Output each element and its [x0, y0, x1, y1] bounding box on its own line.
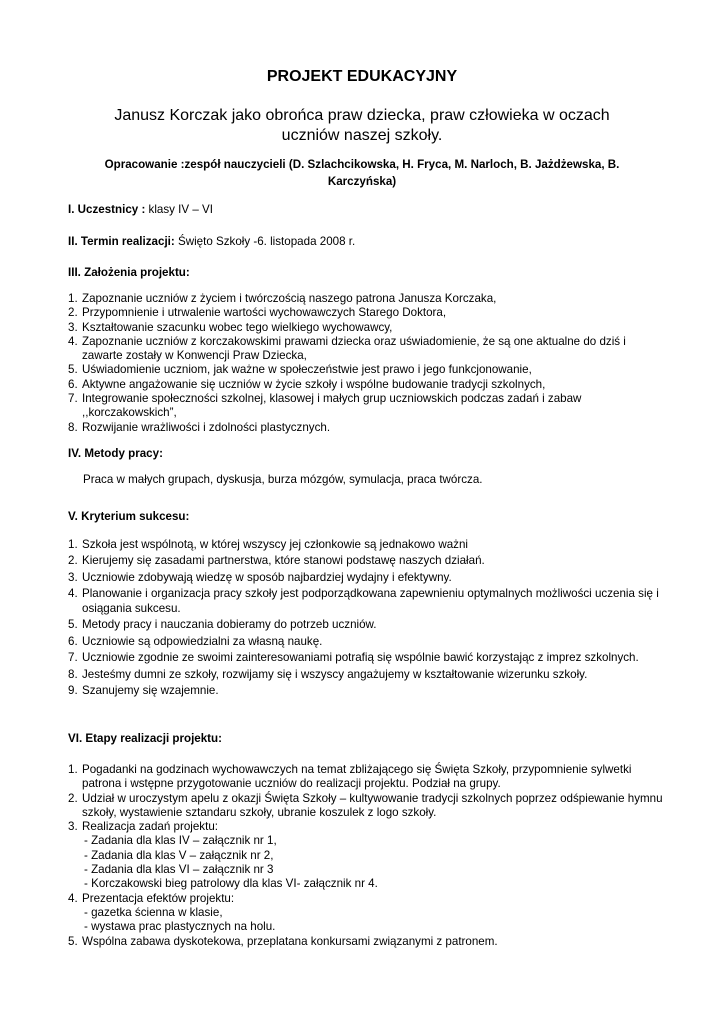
list-item-text: Jesteśmy dumni ze szkoły, rozwijamy się i wszyscy angażujemy w kształtowanie wizerunku szkoły. [82, 667, 588, 681]
section-participants [68, 202, 213, 217]
list-item-number: 5. [68, 934, 78, 948]
list-subitem: - Korczakowski bieg patrolowy dla klas VI- załącznik nr 4. [84, 877, 378, 891]
list-item-number: 8. [68, 420, 78, 434]
list-item-number: 2. [68, 554, 78, 568]
list-item-number: 3. [68, 570, 78, 584]
list-item-text: Metody pracy i nauczania dobieramy do potrzeb uczniów. [82, 618, 377, 632]
list-item [68, 635, 668, 649]
list-item-number: 4. [68, 587, 78, 601]
list-item [68, 935, 668, 949]
list-item-number: 6. [68, 634, 78, 648]
section-participants-heading: I. Uczestnicy : [68, 203, 146, 216]
list-item [68, 892, 668, 935]
list-item [68, 392, 668, 421]
list-item-number: 7. [68, 651, 78, 665]
list-item-number: 9. [68, 684, 78, 698]
assumptions-list [68, 292, 668, 435]
list-item-text: Planowanie i organizacja pracy szkoły jest podporządkowana zapewnieniu optymalnych możliwości uczenia się i osiągania sukcesu. [82, 587, 659, 615]
list-item-text: Uświadomienie uczniom, jak ważne w społeczeństwie jest prawo i jego funkcjonowanie, [82, 363, 532, 377]
list-item-text: Udział w uroczystym apelu z okazji Święta Szkoły – kultywowanie tradycji szkolnych poprzez odśpiewanie hymnu szkoły, wystawienie sztandaru szkoły, ubranie koszulek z logo szkoły. [82, 791, 663, 819]
list-item [68, 363, 668, 377]
list-item [68, 554, 668, 568]
list-item [68, 378, 668, 392]
list-subitem: - wystawa prac plastycznych na holu. [84, 920, 276, 934]
list-item [68, 651, 668, 665]
authors-line: Opracowanie :zespół nauczycieli (D. Szlachcikowska, H. Fryca, M. Narloch, B. Jażdżewska, B. Karczyńska) [104, 158, 620, 188]
section-date [68, 234, 355, 249]
list-item-number: 3. [68, 820, 78, 834]
list-item-number: 2. [68, 306, 78, 320]
list-item [68, 538, 668, 552]
list-item [68, 306, 668, 320]
list-item-number: 1. [68, 538, 78, 551]
list-item-number: 1. [68, 292, 78, 305]
list-subitem: - Zadania dla klas VI – załącznik nr 3 [84, 863, 274, 877]
list-item-text: Pogadanki na godzinach wychowawczych na temat zbliżającego się Święta Szkoły, przypomnienie sylwetki patrona i wstępne przygotowanie uczniów do realizacji projektu. Podział na grupy. [82, 763, 632, 791]
list-item-number: 4. [68, 891, 78, 905]
list-item [68, 587, 668, 616]
list-item-text: Szanujemy się wzajemnie. [82, 684, 219, 698]
list-item-text: Przypomnienie i utrwalenie wartości wychowawczych Starego Doktora, [82, 306, 447, 320]
list-item [68, 292, 668, 306]
list-item [68, 335, 668, 364]
list-item [68, 571, 668, 585]
document-subtitle: Janusz Korczak jako obrońca praw dziecka, praw człowieka w oczach uczniów naszej szkoły. [114, 107, 610, 144]
list-item [68, 321, 668, 335]
list-item [68, 421, 668, 435]
list-item-text: Realizacja zadań projektu: [82, 820, 218, 834]
list-item-text: Rozwijanie wrażliwości i zdolności plastycznych. [82, 420, 331, 434]
list-subitem: - gazetka ścienna w klasie, [84, 905, 223, 919]
section-stages-heading: VI. Etapy realizacji projektu: [68, 732, 222, 745]
list-item-text: Zapoznanie uczniów z korczakowskimi prawami dziecka oraz uświadomienie, że są one aktualne do dziś i zawarte zostały w Konwencji Praw Dziecka, [82, 334, 626, 363]
list-item-text: Integrowanie społeczności szkolnej, klasowej i małych grup uczniowskich podczas zadań i zabaw ,,korczakowskich”, [82, 392, 582, 420]
list-item-text: Wspólna zabawa dyskotekowa, przeplatana konkursami związanymi z patronem. [82, 934, 498, 948]
list-item [68, 684, 668, 698]
list-item-text: Uczniowie zdobywają wiedzę w sposób najbardziej wydajny i efektywny. [82, 570, 452, 584]
list-item [68, 792, 668, 821]
list-item-text: Prezentacja efektów projektu: [82, 891, 235, 905]
section-date-heading: II. Termin realizacji: [68, 235, 175, 248]
section-success-heading: V. Kryterium sukcesu: [68, 510, 190, 523]
list-item-number: 5. [68, 363, 78, 377]
list-item-number: 6. [68, 377, 78, 391]
list-item-number: 4. [68, 334, 78, 348]
document-title: PROJEKT EDUKACYJNY [266, 68, 458, 85]
stages-list [68, 763, 668, 949]
list-item-number: 8. [68, 667, 78, 681]
section-date-text: Święto Szkoły -6. listopada 2008 r. [174, 235, 356, 248]
section-assumptions-heading: III. Założenia projektu: [68, 266, 190, 279]
list-item [68, 668, 668, 682]
section-methods-heading: IV. Metody pracy: [68, 447, 163, 460]
list-item-text: Aktywne angażowanie się uczniów w życie szkoły i wspólne budowanie tradycji szkolnych, [82, 377, 546, 391]
list-item-number: 2. [68, 791, 78, 805]
list-subitem: - Zadania dla klas IV – załącznik nr 1, [84, 834, 277, 848]
list-item-number: 5. [68, 618, 78, 632]
list-item [68, 618, 668, 632]
list-item [68, 763, 668, 792]
list-item-number: 1. [68, 763, 78, 776]
methods-text: Praca w małych grupach, dyskusja, burza mózgów, symulacja, praca twórcza. [83, 473, 483, 486]
list-item-text: Uczniowie są odpowiedzialni za własną naukę. [82, 634, 323, 648]
list-item-text: Zapoznanie uczniów z życiem i twórczością naszego patrona Janusza Korczaka, [82, 292, 497, 305]
list-item-text: Szkoła jest wspólnotą, w której wszyscy jej członkowie są jednakowo ważni [82, 538, 468, 551]
list-item-number: 3. [68, 320, 78, 334]
success-criteria-list [68, 538, 668, 701]
list-subitem: - Zadania dla klas V – załącznik nr 2, [84, 848, 274, 862]
list-item-text: Uczniowie zgodnie ze swoimi zainteresowaniami potrafią się wspólnie bawić korzystając z imprez szkolnych. [82, 651, 639, 665]
list-item-text: Kształtowanie szacunku wobec tego wielkiego wychowawcy, [82, 320, 393, 334]
list-item-text: Kierujemy się zasadami partnerstwa, które stanowi podstawę naszych działań. [82, 554, 485, 568]
section-participants-text: klasy IV – VI [145, 203, 213, 216]
list-item-number: 7. [68, 392, 78, 406]
list-item [68, 820, 668, 891]
